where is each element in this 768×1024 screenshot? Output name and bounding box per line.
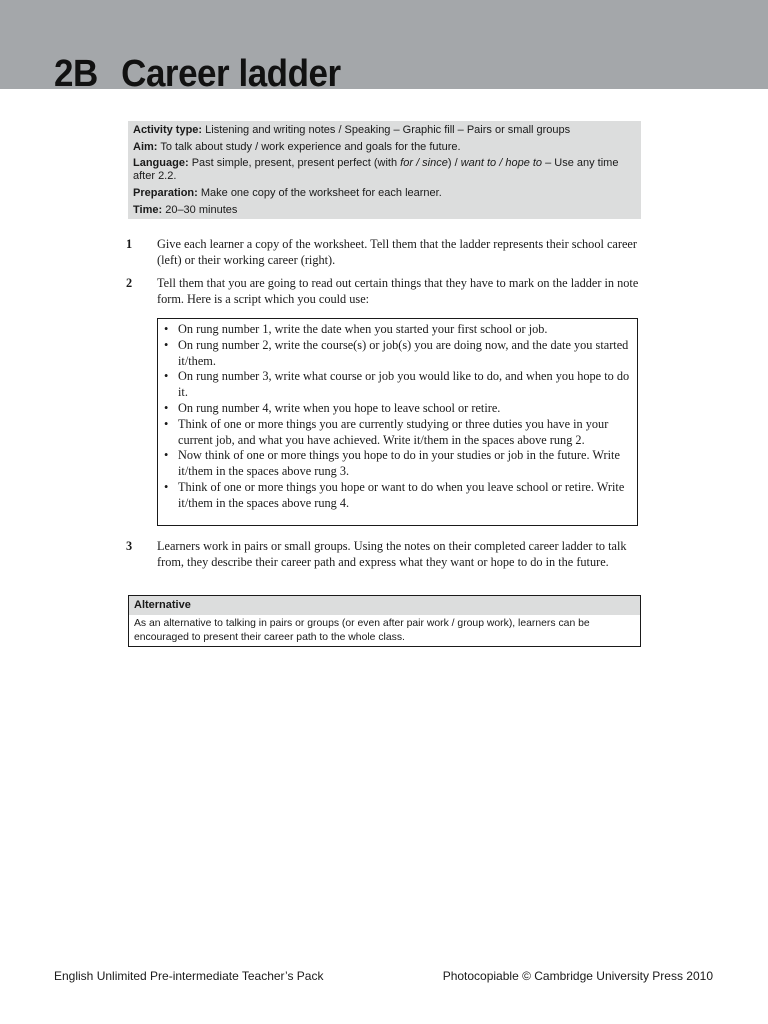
language-value-part1: Past simple, present, present perfect (with: [191, 157, 401, 169]
script-item-text: On rung number 3, write what course or job you would like to do, and when you hope to do it.: [178, 369, 630, 400]
script-item-text: Now think of one or more things you hope to do in your studies or job in the future. Write it/them in the spaces above rung 3.: [178, 448, 620, 479]
script-item-text: Think of one or more things you hope or want to do when you leave school or retire. Write it/them in the spaces above rung 4.: [178, 479, 625, 510]
footer-publication: English Unlimited Pre-intermediate Teacher’s Pack: [54, 969, 324, 983]
script-item-1: [162, 322, 631, 338]
script-item-5: [162, 417, 631, 449]
footer-copyright: Photocopiable © Cambridge University Press 2010: [442, 969, 713, 983]
page-title: [54, 50, 341, 98]
step-number: 2: [126, 276, 133, 290]
language-value-for-since: for / since: [400, 157, 448, 169]
step-text: Tell them that you are going to read out certain things that they have to mark on the ladder in note form. Here is a script which you could use:: [157, 276, 639, 306]
script-item-7: [162, 480, 631, 512]
preparation-line: [133, 185, 637, 202]
language-value-part2: ) /: [447, 157, 461, 169]
script-list: [162, 322, 631, 512]
unit-title: Career ladder: [121, 53, 341, 95]
step-text: Give each learner a copy of the worksheet. Tell them that the ladder represents their school career (left) or their working career (right).: [157, 237, 637, 267]
bullet-icon: •: [164, 479, 169, 494]
step-text: Learners work in pairs or small groups. Using the notes on their completed career ladder to talk from, they describe their career path and express what they want or hope to do in the future.: [157, 539, 627, 569]
bullet-icon: •: [164, 448, 169, 463]
script-item-6: [162, 448, 631, 480]
bullet-icon: •: [164, 369, 169, 384]
unit-code: 2B: [54, 53, 98, 95]
language-value-part3: – Use any time after 2.2.: [133, 157, 619, 182]
script-item-text: On rung number 4, write when you hope to leave school or retire.: [178, 400, 501, 415]
alternative-box: [128, 595, 641, 647]
time-label: Time:: [133, 203, 163, 216]
script-item-text: On rung number 1, write the date when you started your first school or job.: [178, 322, 548, 336]
activity-info-box: [128, 121, 641, 219]
bullet-icon: •: [164, 416, 169, 431]
script-item-4: [162, 401, 631, 417]
script-item-text: On rung number 2, write the course(s) or job(s) you are doing now, and the date you started it/them.: [178, 337, 629, 368]
language-label: Language:: [133, 157, 189, 169]
preparation-label: Preparation:: [133, 187, 198, 199]
bullet-icon: •: [164, 337, 169, 352]
aim-line: [133, 139, 637, 156]
script-item-3: [162, 369, 631, 401]
activity-type-line: [133, 122, 637, 139]
alternative-heading: Alternative: [129, 596, 640, 615]
alternative-body: As an alternative to talking in pairs or groups (or even after pair work / group work), learners can be encouraged to present their career path to the whole class.: [134, 618, 590, 643]
activity-type-label: Activity type:: [133, 124, 203, 136]
bullet-icon: •: [164, 322, 169, 336]
bullet-icon: •: [164, 400, 169, 415]
script-box: [157, 318, 638, 526]
aim-value: To talk about study / work experience and goals for the future.: [160, 140, 461, 153]
time-value: 20–30 minutes: [165, 203, 238, 216]
preparation-value: Make one copy of the worksheet for each learner.: [200, 187, 442, 199]
time-line: [133, 202, 637, 219]
language-value-want-hope: want to / hope to: [460, 157, 543, 169]
step-number: 1: [126, 237, 133, 251]
script-item-text: Think of one or more things you are currently studying or three duties you have in your current job, and what you have achieved. Write it/them in the spaces above rung 2.: [178, 416, 609, 447]
activity-type-value: Listening and writing notes / Speaking – Graphic fill – Pairs or small groups: [205, 124, 571, 136]
aim-label: Aim:: [133, 140, 158, 153]
step-number: 3: [126, 539, 133, 553]
script-item-2: [162, 338, 631, 370]
language-line: [133, 155, 637, 185]
